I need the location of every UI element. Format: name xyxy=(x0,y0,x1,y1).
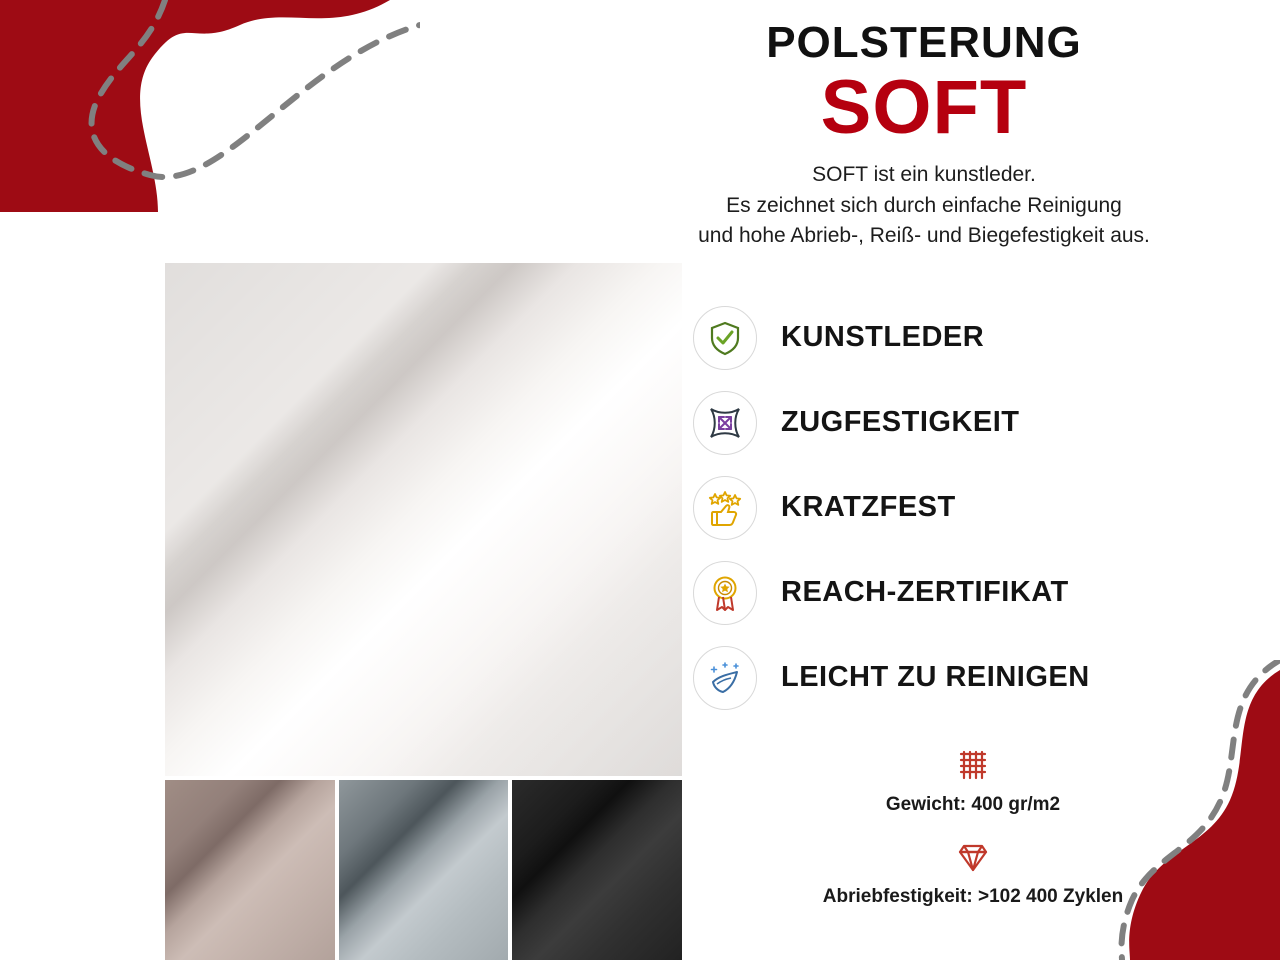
spec-text: Abriebfestigkeit: >102 400 Zyklen xyxy=(822,886,1124,907)
cleaning-cloth-icon xyxy=(693,646,757,710)
weave-icon xyxy=(693,742,1253,788)
feature-label: ZUGFESTIGKEIT xyxy=(781,406,1020,438)
feature-item-kratzfest xyxy=(693,465,1253,550)
feature-item-reach-zertifikat xyxy=(693,550,1253,635)
shield-check-icon xyxy=(693,306,757,370)
page-description xyxy=(588,160,1260,251)
thumbs-up-stars-icon xyxy=(693,476,757,540)
spec-list xyxy=(693,742,1253,926)
feature-label: KUNSTLEDER xyxy=(781,321,985,353)
page-title: SOFT xyxy=(820,65,1028,151)
feature-list xyxy=(693,295,1253,720)
feature-label: REACH-ZERTIFIKAT xyxy=(781,576,1069,608)
feature-label: LEICHT ZU REINIGEN xyxy=(781,661,1090,693)
diamond-icon xyxy=(693,834,1253,880)
swatch-grey[interactable] xyxy=(339,780,509,960)
tensile-strength-icon xyxy=(693,391,757,455)
feature-item-leicht-zu-reinigen xyxy=(693,635,1253,720)
description-line-3: und hohe Abrieb-, Reiß- und Biegefestigkeit aus. xyxy=(698,224,1150,248)
swatch-thumbnails xyxy=(165,780,682,960)
description-line-2: Es zeichnet sich durch einfache Reinigung xyxy=(726,193,1122,217)
swatch-beige[interactable] xyxy=(165,780,335,960)
header-block xyxy=(588,20,1260,252)
spec-item-weight xyxy=(693,742,1253,816)
certificate-rosette-icon xyxy=(693,561,757,625)
decorative-corner-top-left xyxy=(0,0,420,240)
spec-item-abrasion xyxy=(693,834,1253,908)
page-eyebrow: POLSTERUNG xyxy=(766,18,1082,67)
swatch-black[interactable] xyxy=(512,780,682,960)
description-line-1: SOFT ist ein kunstleder. xyxy=(812,163,1036,187)
swatch-main-cream xyxy=(165,263,682,776)
feature-item-zugfestigkeit xyxy=(693,380,1253,465)
feature-item-kunstleder xyxy=(693,295,1253,380)
spec-text: Gewicht: 400 gr/m2 xyxy=(885,794,1061,815)
feature-label: KRATZFEST xyxy=(781,491,956,523)
